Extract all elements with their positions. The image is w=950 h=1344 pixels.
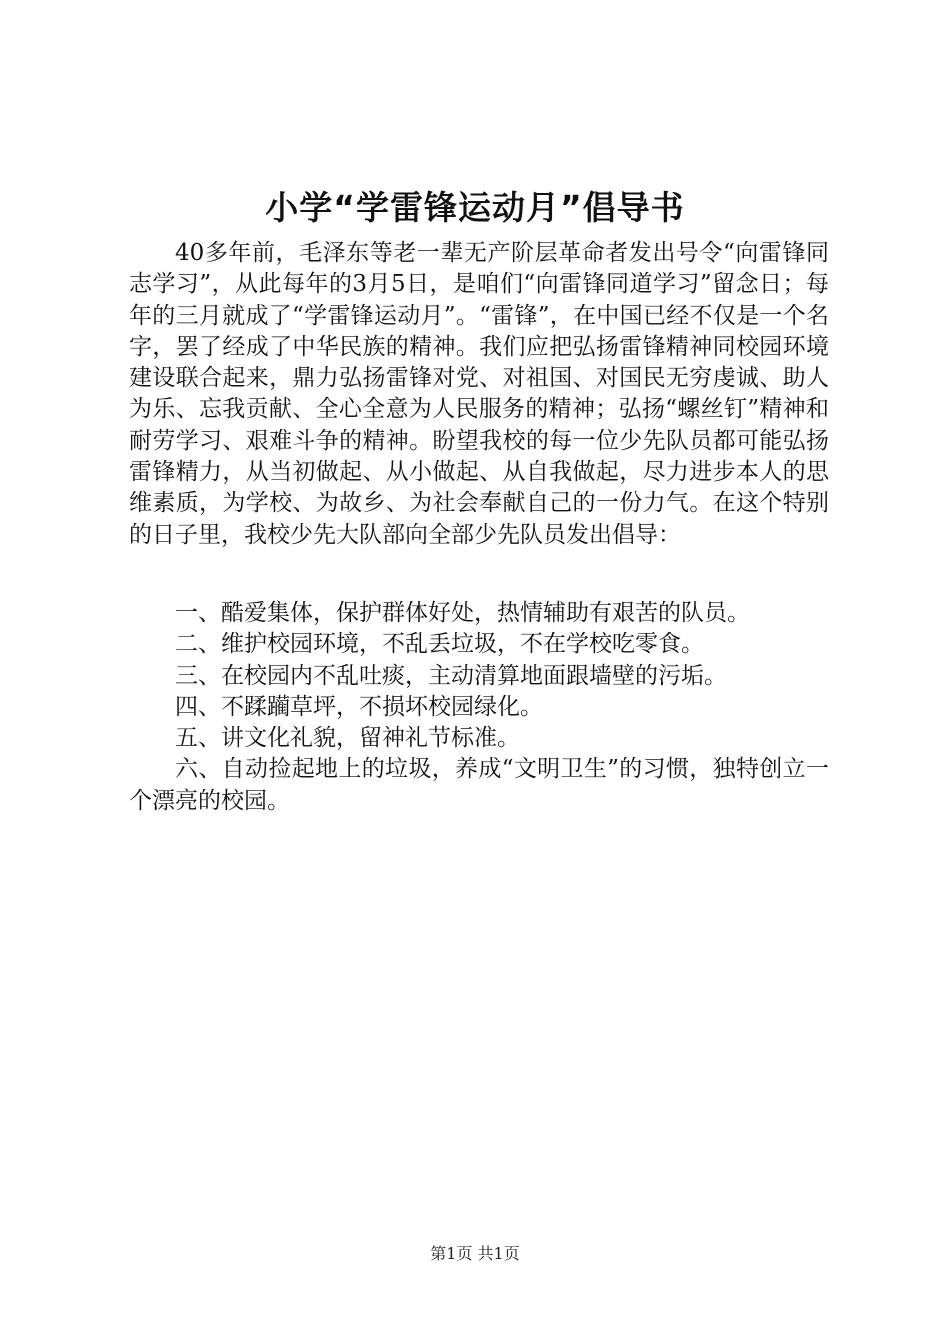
list-item: 一、酷爱集体，保护群体好处，热情辅助有艰苦的队员。: [175, 600, 750, 626]
list-item: 三、在校园内不乱吐痰，主动清算地面跟墙壁的污垢。: [175, 662, 727, 689]
list-item: 四、不蹂躏草坪，不损坏校园绿化。: [175, 693, 543, 720]
document-title: 小学“学雷锋运动月”倡导书: [265, 188, 685, 227]
list-item: 六、自动捡起地上的垃圾，养成“文明卫生”的习惯，独特创立一个漂亮的校园。: [129, 756, 829, 814]
proposal-list: [129, 598, 829, 817]
page-footer: 第1页 共1页: [430, 1244, 520, 1263]
list-item: 五、讲文化礼貌，留神礼节标准。: [175, 725, 520, 752]
intro-paragraph: 40多年前，毛泽东等老一辈无产阶层革命者发出号令“向雷锋同志学习”，从此每年的3月5日，是咱们“向雷锋同道学习”留念日；每年的三月就成了“学雷锋运动月”。“雷锋”，在中国已经不仅是一个名字，罢了经成了中华民族的精神。我们应把弘扬雷锋精神同校园环境建设联合起来，鼎力弘扬雷锋对党、对祖国、对国民无穷虔诚、助人为乐、忘我贡献、全心全意为人民服务的精神；弘扬“螺丝钉”精神和耐劳学习、艰难斗争的精神。盼望我校的每一位少先队员都可能弘扬雷锋精力，从当初做起、从小做起、从自我做起，尽力进步本人的思维素质，为学校、为故乡、为社会奉献自己的一份力气。在这个特别的日子里，我校少先大队部向全部少先队员发出倡导：: [129, 240, 829, 548]
list-item: 二、维护校园环境，不乱丢垃圾，不在学校吃零食。: [175, 631, 704, 658]
